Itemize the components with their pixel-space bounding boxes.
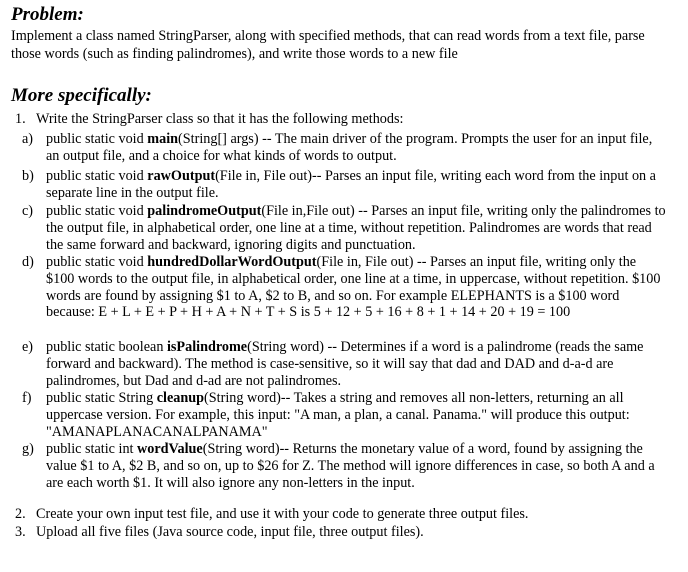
method-name: hundredDollarWordOutput — [147, 254, 317, 270]
method-signature-prefix: public static String — [46, 390, 157, 406]
method-description: (String word)-- Returns the monetary value of a word, found by assigning the value $1 to A, $2 B, and so on, up to $26 for Z. The method will ignore differences in case, so both A and a are each worth $1. It will also ignore any non-letters in the input. — [46, 441, 655, 491]
method-item-hundreddollarwordoutput — [22, 254, 666, 321]
method-description: (String word) -- Determines if a word is a palindrome (reads the same forward and backward). The method is case-sensitive, so it will say that dad and DAD and d-a-d are palindromes, but Dad and d-ad are not palindromes. — [46, 339, 644, 389]
method-letter: d) — [22, 254, 34, 270]
method-letter: f) — [22, 390, 32, 406]
method-item-ispalindrome — [22, 339, 666, 389]
method-name: rawOutput — [147, 168, 216, 184]
method-name: main — [147, 131, 179, 147]
method-signature-prefix: public static void — [46, 254, 148, 270]
method-description: (String[] args) -- The main driver of the program. Prompts the user for an input file, an output file, and a choice for what kinds of words to output. — [46, 131, 653, 164]
method-letter: e) — [22, 339, 34, 355]
method-item-rawoutput — [22, 168, 666, 202]
method-signature-prefix: public static void — [46, 203, 148, 219]
specifics-heading: More specifically: — [11, 85, 152, 106]
method-description: (String word)-- Takes a string and removes all non-letters, returning an all uppercase version. For example, this input: "A man, a plan, a canal. Panama." will produce this output: "AMANAPLANACANALPANAMA" — [46, 390, 630, 440]
method-signature-prefix: public static boolean — [46, 339, 167, 355]
list-item-text: Write the StringParser class so that it has the following methods: — [36, 111, 404, 127]
method-letter: g) — [22, 441, 34, 457]
method-item-wordvalue — [22, 441, 666, 491]
method-name: isPalindrome — [166, 339, 248, 355]
method-signature-prefix: public static void — [46, 131, 148, 147]
method-signature-prefix: public static int — [46, 441, 138, 457]
list-item-2 — [15, 506, 675, 524]
list-item-3 — [15, 524, 675, 542]
list-item-text: Create your own input test file, and use it with your code to generate three output files. — [36, 506, 529, 522]
method-item-main — [22, 131, 666, 165]
list-item-number: 1. — [15, 111, 26, 127]
problem-heading: Problem: — [11, 4, 84, 25]
method-name: wordValue — [137, 441, 203, 457]
method-description: (File in,File out) -- Parses an input file, writing only the palindromes to the output file, in alphabetical order, one line at a time, without repetition. Palindromes are words that read the same forward and backward, ignoring digits and punctuation. — [46, 203, 666, 253]
method-signature-prefix: public static void — [46, 168, 148, 184]
method-letter: c) — [22, 203, 34, 219]
method-description: (File in, File out)-- Parses an input file, writing each word from the input on a separate line in the output file. — [46, 168, 656, 201]
list-item-1 — [15, 111, 675, 129]
method-item-palindromeoutput — [22, 203, 666, 253]
method-name: palindromeOutput — [147, 203, 262, 219]
list-item-number: 3. — [15, 524, 26, 540]
method-item-cleanup — [22, 390, 666, 440]
method-description: (File in, File out) -- Parses an input file, writing only the $100 words to the output file, in alphabetical order, one line at a time, in uppercase, without repetition. $100 words are found by assigning $1 to A, $2 to B, and so on. For example ELEPHANTS is a $100 word because: E + L + E + P + H + A + N + T + S is 5 + 12 + 5 + 16 + 8 + 1 + 14 + 20 + 19 = 100 — [46, 254, 661, 321]
problem-description: Implement a class named StringParser, along with specified methods, that can read words from a text file, parse those words (such as finding palindromes), and write those words to a new file — [11, 28, 645, 62]
method-letter: a) — [22, 131, 34, 147]
method-name: cleanup — [156, 390, 205, 406]
list-item-number: 2. — [15, 506, 26, 522]
list-item-text: Upload all five files (Java source code, input file, three output files). — [36, 524, 424, 540]
method-letter: b) — [22, 168, 34, 184]
